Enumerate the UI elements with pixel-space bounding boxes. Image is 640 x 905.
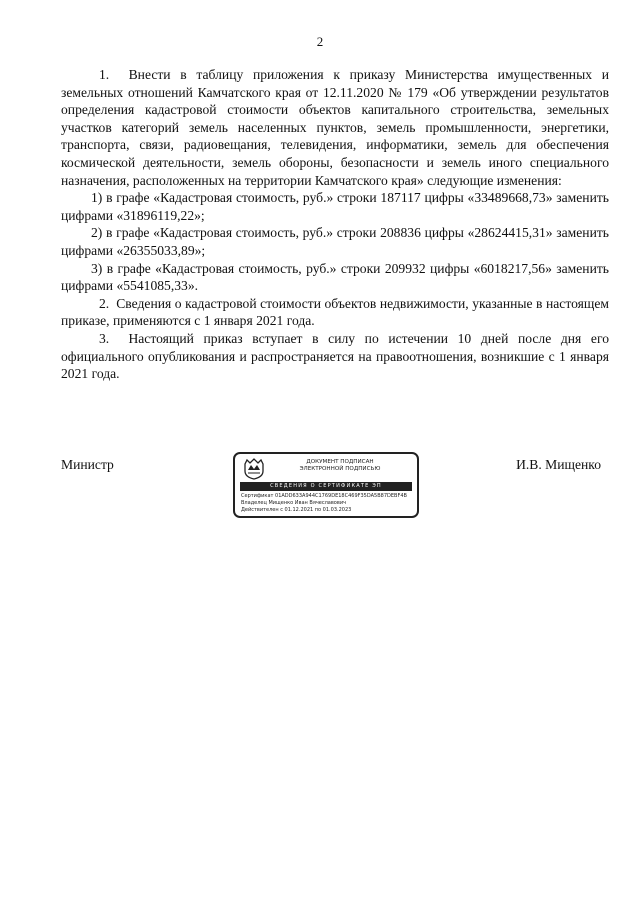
stamp-title-line2: ЭЛЕКТРОННОЙ ПОДПИСЬЮ — [299, 466, 381, 472]
paragraph-2: 2. Сведения о кадастровой стоимости объектов недвижимости, указанные в настоящем приказе, применяются с 1 января 2021 года. — [61, 295, 609, 329]
stamp-title-line1: ДОКУМЕНТ ПОДПИСАН — [306, 459, 374, 465]
signature-block — [61, 452, 609, 532]
stamp-certificate-id: Сертификат 01ADD633A944C1769DE18C469F35DA5B87DEBF4B — [241, 493, 407, 499]
stamp-certificate-header: СВЕДЕНИЯ О СЕРТИФИКАТЕ ЭП — [240, 482, 412, 491]
paragraph-3: 3. Настоящий приказ вступает в силу по истечении 10 дней после дня его официального опубликования и распространяется на правоотношения, возникшие с 1 января 2021 года. — [61, 330, 609, 382]
stamp-validity: Действителен с 01.12.2021 по 01.03.2023 — [241, 507, 352, 513]
subitem-2: 2) в графе «Кадастровая стоимость, руб.» строки 208836 цифры «28624415,31» заменить цифрами «26355033,89»; — [61, 225, 609, 258]
subitem-1: 1) в графе «Кадастровая стоимость, руб.» строки 187117 цифры «33489668,73» заменить цифрами «31896119,22»; — [61, 190, 609, 223]
subitem-3: 3) в графе «Кадастровая стоимость, руб.» строки 209932 цифры «6018217,56» заменить цифрами «5541085,33». — [61, 260, 609, 294]
paragraph-1: 1. Внести в таблицу приложения к приказу Министерства имущественных и земельных отношений Камчатского края от 12.11.2020 № 179 «Об утверждении результатов определения кадастровой стоимости объектов капитального строительства, земельных участков категорий земель населенных пунктов, земель промышленности, энергетики, транспорта, связи, радиовещания, телевидения, информатики, земель для обеспечения космической деятельности, земель обороны, безопасности и земель иного специального назначения, расположенных на территории Камчатского края» следующие изменения: — [61, 67, 609, 188]
stamp-owner: Владелец Мищенко Иван Вячеславович — [241, 500, 347, 506]
page-number: 2 — [316, 34, 324, 49]
signer-name: И.В. Мищенко — [516, 457, 601, 472]
stamp-title — [265, 459, 415, 473]
document-body — [61, 66, 609, 383]
signer-position: Министр — [61, 457, 114, 472]
coat-of-arms-icon — [243, 458, 265, 480]
stamp-certificate-details — [241, 493, 413, 514]
electronic-signature-stamp — [233, 452, 419, 518]
